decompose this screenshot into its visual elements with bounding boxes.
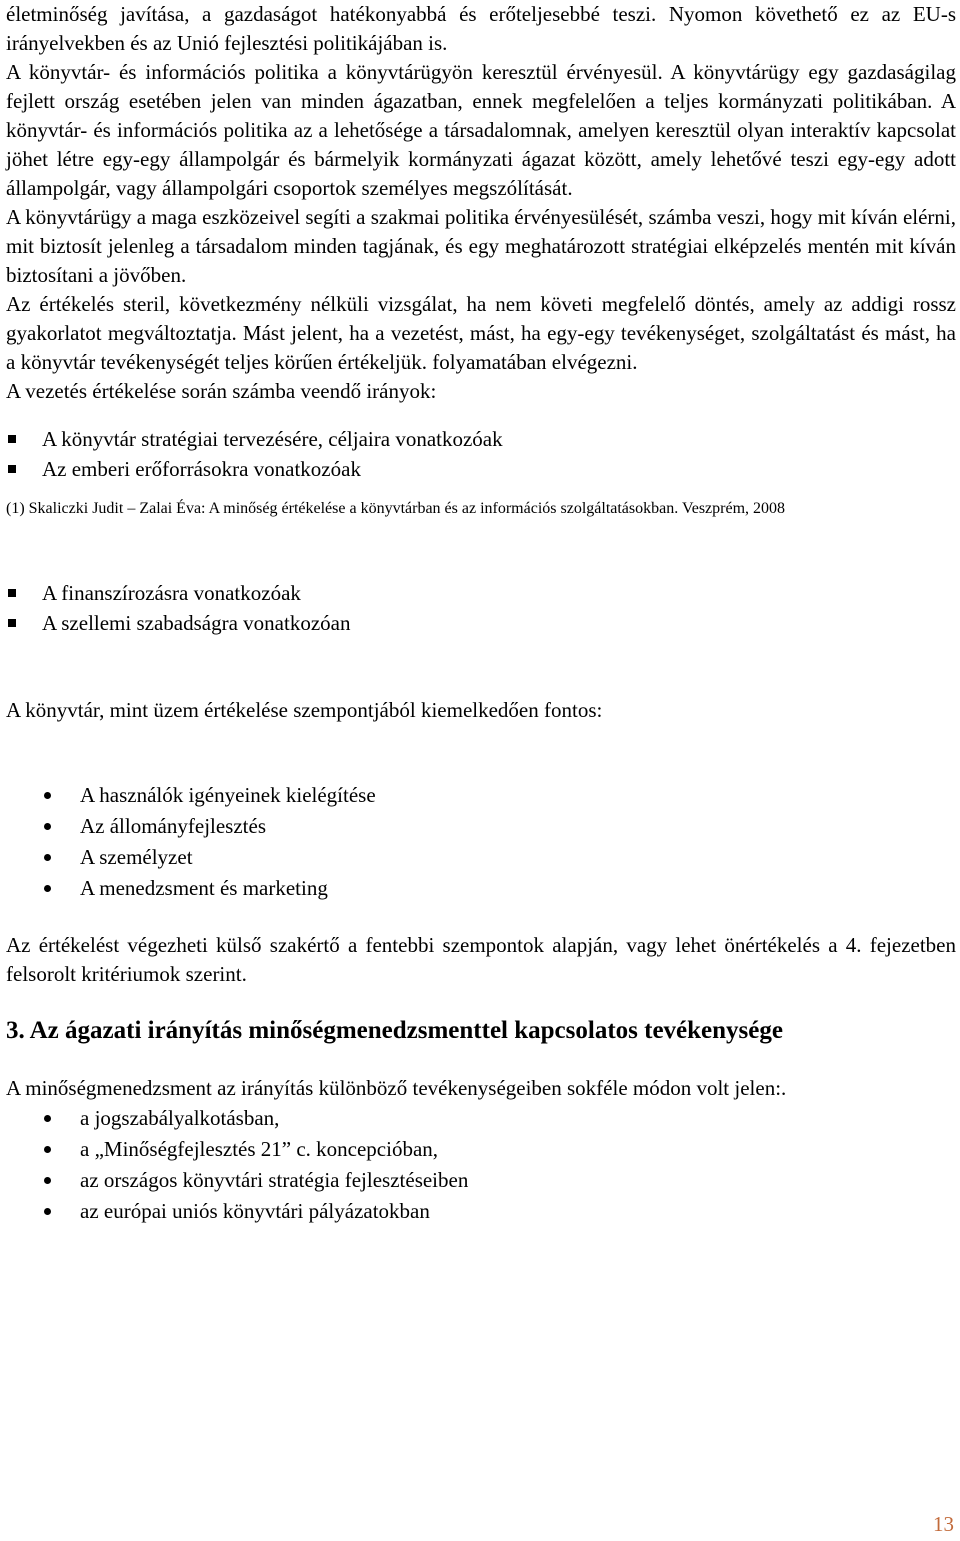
list-item: Az állományfejlesztés	[6, 811, 956, 842]
list-item: A személyzet	[6, 842, 956, 873]
paragraph-7: Az értékelést végezheti külső szakértő a fentebbi szempontok alapján, vagy lehet önértékelés a 4. fejezetben felsorolt kritériumok szerint.	[6, 933, 956, 986]
paragraph-3: A könyvtárügy a maga eszközeivel segíti a szakmai politika érvényesülését, számba veszi, hogy mit kíván elérni, mit biztosít jelenleg a társadalom minden tagjának, és egy meghatározott stratégiai elképzelés mentén mit kíván biztosítani a jövőben.	[6, 205, 956, 287]
list-item: a jogszabályalkotásban,	[6, 1103, 956, 1134]
list-item: az európai uniós könyvtári pályázatokban	[6, 1196, 956, 1227]
paragraph-2: A könyvtár- és információs politika a könyvtárügyön keresztül érvényesül. A könyvtárügy egy gazdaságilag fejlett ország esetében jelen van minden ágazatban, ennek megfelelően a teljes kormányzati politikában. A könyvtár- és információs politika az a lehetősége a társadalomnak, amelyen keresztül olyan interaktív kapcsolat jöhet létre egy-egy állampolgár és bármelyik kormányzati ágazat között, amely lehetővé teszi egy-egy adott állampolgár, vagy állampolgári csoportok személyes megszólítását.	[6, 60, 956, 200]
list-item: A használók igényeinek kielégítése	[6, 780, 956, 811]
section-heading: 3. Az ágazati irányítás minőségmenedzsmenttel kapcsolatos tevékenysége	[6, 1017, 783, 1044]
page-number: 13	[933, 1512, 954, 1536]
paragraph-8: A minőségmenedzsment az irányítás különböző tevékenységeiben sokféle módon volt jelen:.	[6, 1076, 787, 1100]
square-bullet-icon	[8, 619, 16, 627]
list-item: Az emberi erőforrásokra vonatkozóak	[6, 454, 956, 484]
paragraph-4: Az értékelés steril, következmény nélküli vizsgálat, ha nem követi megfelelő döntés, amely az addigi rossz gyakorlatot megváltoztatja. Mást jelent, ha a vezetést, mást, ha egy-egy tevékenységet, szolgáltatást és mást, ha a könyvtár tevékenységét teljes körűen értékeljük. folyamatában elvégezni.	[6, 292, 956, 374]
dot-bullet-icon	[44, 1177, 51, 1184]
dot-bullet-icon	[44, 1208, 51, 1215]
list-item: A menedzsment és marketing	[6, 873, 956, 904]
dot-bullet-icon	[44, 854, 51, 861]
square-bullet-icon	[8, 435, 16, 443]
list-item: a „Minőségfejlesztés 21” c. koncepcióban,	[6, 1134, 956, 1165]
dot-bullet-icon	[44, 823, 51, 830]
list-item: az országos könyvtári stratégia fejlesztéseiben	[6, 1165, 956, 1196]
list-item: A finanszírozásra vonatkozóak	[6, 578, 956, 608]
dot-bullet-list-1	[6, 780, 956, 904]
list-item: A szellemi szabadságra vonatkozóan	[6, 608, 956, 638]
square-bullet-list-1	[6, 424, 956, 484]
dot-bullet-icon	[44, 1115, 51, 1122]
footnote: (1) Skaliczki Judit – Zalai Éva: A minőség értékelése a könyvtárban és az információs szolgáltatásokban. Veszprém, 2008	[6, 500, 786, 517]
dot-bullet-list-2	[6, 1103, 956, 1227]
square-bullet-list-2	[6, 578, 956, 638]
square-bullet-icon	[8, 589, 16, 597]
dot-bullet-icon	[44, 792, 51, 799]
list-item: A könyvtár stratégiai tervezésére, céljaira vonatkozóak	[6, 424, 956, 454]
dot-bullet-icon	[44, 1146, 51, 1153]
paragraph-5: A vezetés értékelése során számba veendő irányok:	[6, 379, 437, 403]
paragraph-1: életminőség javítása, a gazdaságot hatékonyabbá és erőteljesebbé teszi. Nyomon követhető ez az EU-s irányelvekben és az Unió fejlesztési politikájában is.	[6, 2, 956, 55]
dot-bullet-icon	[44, 885, 51, 892]
document-page	[6, 0, 956, 1227]
square-bullet-icon	[8, 465, 16, 473]
paragraph-6: A könyvtár, mint üzem értékelése szempontjából kiemelkedően fontos:	[6, 698, 603, 722]
